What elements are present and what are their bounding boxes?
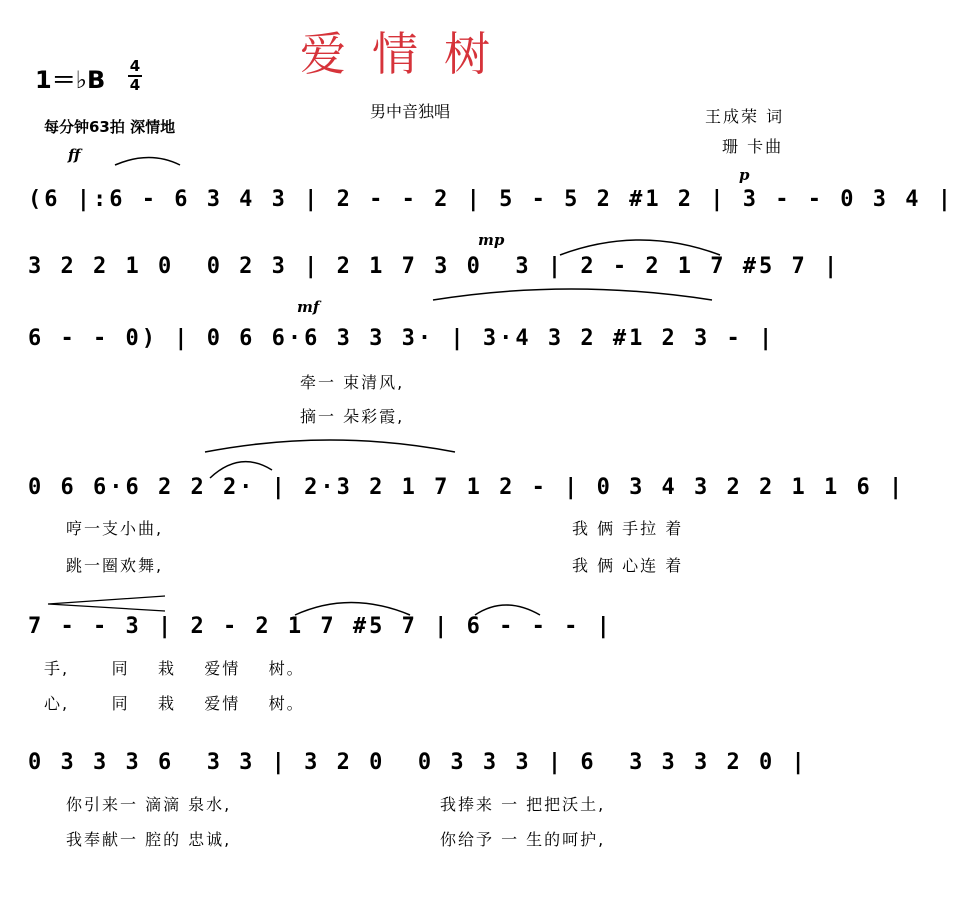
dynamic-mp: mp — [478, 231, 505, 249]
lyric-line4-verse2-b: 我 俩 心连 着 — [572, 556, 684, 575]
dynamic-ff: ff — [68, 146, 81, 164]
score-line-6: 0 3 3 3 6 3 3 | 3 2 0 0 3 3 3 | 6 3 3 3 2 0 | — [28, 750, 808, 775]
lyric-line3-verse1: 牵一 束清风, — [300, 373, 405, 392]
slur-4 — [205, 440, 455, 452]
subtitle: 男中音独唱 — [370, 102, 451, 121]
lyric-line4-verse2-a: 跳一圈欢舞, — [66, 556, 164, 575]
score-line-1: (6 |:6 - 6 3 4 3 | 2 - - 2 | 5 - 5 2 #1 2 | 3 - - 0 3 4 | — [28, 187, 954, 212]
lyric-line6-verse2-a: 我奉献一 腔的 忠诚, — [66, 830, 232, 849]
key-signature: 1＝♭B — [35, 66, 106, 94]
lyric-line4-verse1-b: 我 俩 手拉 着 — [572, 519, 684, 538]
score-line-3: 6 - - 0) | 0 6 6·6 3 3 3· | 3·4 3 2 #1 2 3 - | — [28, 326, 776, 351]
score-line-5: 7 - - 3 | 2 - 2 1 7 #5 7 | 6 - - - | — [28, 614, 613, 639]
tempo-marking: 每分钟63拍 深情地 — [44, 118, 176, 136]
dynamic-mf: mf — [297, 298, 320, 316]
lyric-line3-verse2: 摘一 朵彩霞, — [300, 407, 405, 426]
slur-1 — [115, 158, 180, 166]
lyric-line5-verse1: 手, 同 栽 爱情 树。 — [44, 659, 305, 678]
time-signature-bottom: 4 — [129, 76, 141, 94]
slur-3 — [433, 289, 712, 300]
slur-5 — [210, 462, 272, 478]
decrescendo — [48, 596, 165, 611]
time-signature-top: 4 — [129, 57, 141, 75]
slur-7 — [475, 605, 540, 615]
score-line-2: 3 2 2 1 0 0 2 3 | 2 1 7 3 0 3 | 2 - 2 1 7 #5 7 | — [28, 254, 841, 279]
score-line-4: 0 6 6·6 2 2 2· | 2·3 2 1 7 1 2 - | 0 3 4 3 2 2 1 1 6 | — [28, 475, 906, 500]
slur-2 — [560, 240, 720, 255]
dynamic-p: p — [739, 166, 750, 184]
slur-6 — [295, 603, 410, 616]
lyric-line4-verse1-a: 哼一支小曲, — [66, 519, 164, 538]
lyric-line6-verse2-b: 你给予 一 生的呵护, — [440, 830, 606, 849]
composer-credit: 珊 卡曲 — [722, 137, 784, 156]
lyric-line6-verse1-b: 我捧来 一 把把沃土, — [440, 795, 606, 814]
page-title: 爱情树 — [300, 27, 516, 81]
lyric-line5-verse2: 心, 同 栽 爱情 树。 — [44, 694, 305, 713]
lyric-line6-verse1-a: 你引来一 滴滴 泉水, — [66, 795, 232, 814]
lyricist-credit: 王成荣 词 — [705, 107, 785, 126]
